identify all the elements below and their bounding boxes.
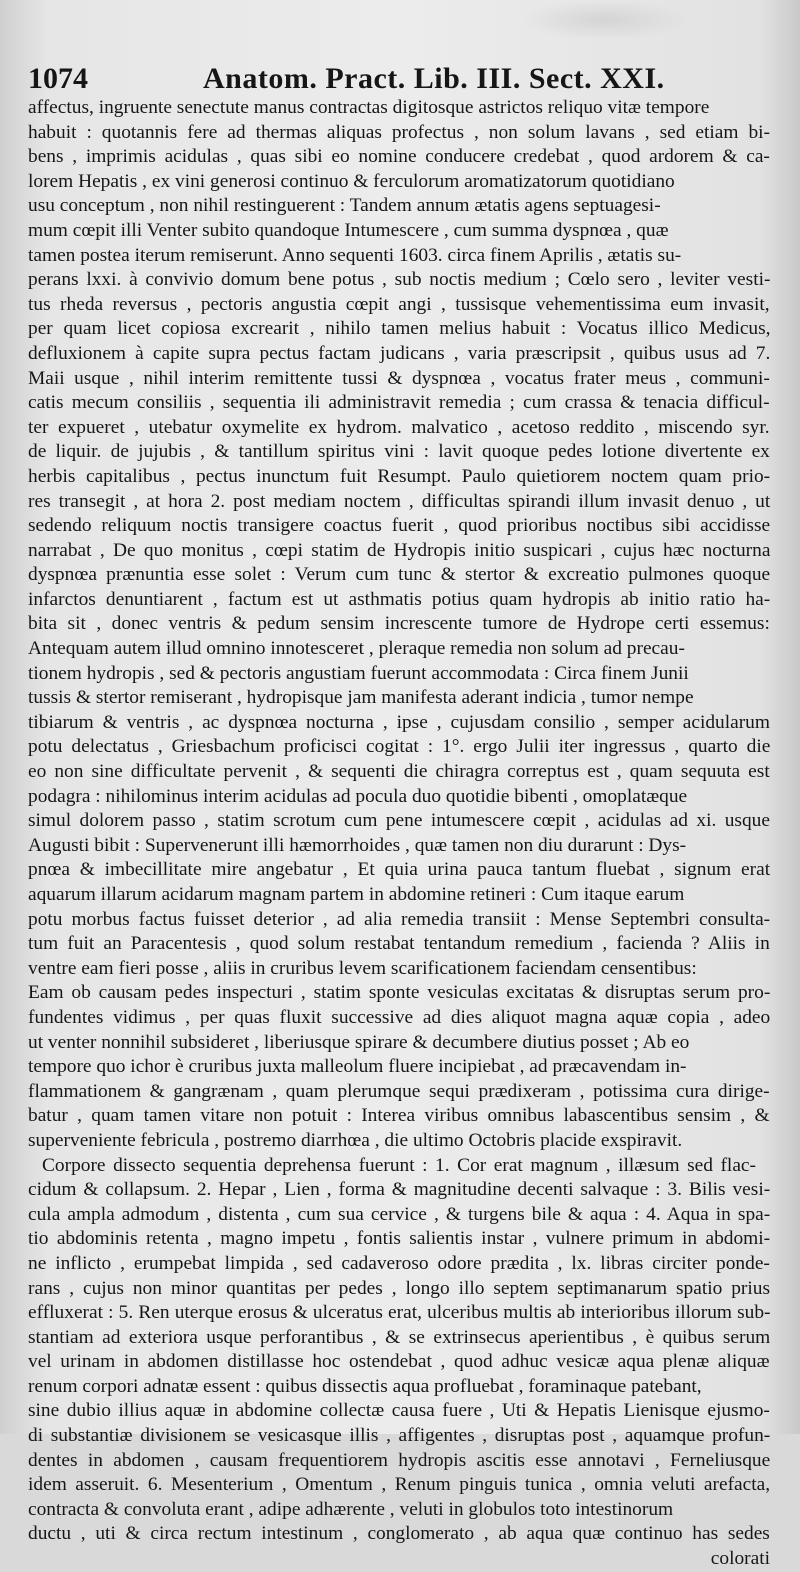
text-line: tio abdominis retenta , magno impetu , fontis salientis instar , vulnere primum in abdomi- <box>28 1228 771 1250</box>
text-line: Antequam autem illud omnino innotesceret , pleraque remedia non solum ad precau- <box>28 638 685 660</box>
text-line: tus rheda reversus , pectoris angustia cœpit angi , tussisque vehementissima eum invasit, <box>28 293 770 315</box>
text-line: Augusti bibit : Supervenerunt illi hæmorrhoides , quæ tamen non diu durarunt : Dys- <box>28 834 687 856</box>
text-line: superveniente febricula , postremo diarrhœa , die ultimo Octobris placide exspiravit. <box>28 1129 683 1151</box>
text-line: dyspnœa prænuntia esse solet : Verum cum tunc & stertor & excreatio pulmones quoque <box>28 564 771 586</box>
paper-stain <box>520 0 690 40</box>
text-line: tionem hydropis , sed & pectoris angustiam fuerunt accommodata : Circa finem Junii <box>28 662 689 684</box>
body-text <box>28 96 770 1572</box>
text-line: infarctos denuntiarent , factum est ut asthmatis potius quam hydropis ab initio ratio ha- <box>28 588 771 610</box>
text-line: tempore quo ichor è cruribus juxta malleolum fluere incipiebat , ad præcavendam in- <box>28 1056 687 1078</box>
text-line: stantiam ad exteriora usque perforantibus , & se extrinsecus aperientibus , è quibus serum <box>28 1326 771 1348</box>
text-line: tum fuit an Paracentesis , quod solum restabat tentandum remedium , facienda ? Aliis in <box>28 933 770 955</box>
text-line: di substantiæ divisionem se vesicasque illis , affigentes , disruptas post , aquamque profun- <box>28 1425 771 1447</box>
text-line: vel urinam in abdomen distillasse hoc ostendebat , quod adhuc vesicæ aqua plenæ aliquæ <box>28 1351 770 1373</box>
text-line: idem asseruit. 6. Mesenterium , Omentum , Renum pinguis tunica , omnia veluti arefacta, <box>28 1474 771 1496</box>
text-line: ventre eam fieri posse , aliis in cruribus levem scarificationem faciendam censentibus: <box>28 957 697 979</box>
text-line: fundentes vidimus , per quas fluxit successive ad dies aliquot magna aquæ copia , adeo <box>28 1006 771 1028</box>
text-line: flammationem & gangrænam , quam plerumque sequi prædixeram , potissima cura dirige- <box>28 1080 770 1102</box>
text-line: bens , imprimis acidulas , quas sibi eo nomine conducere credebat , quod ardorem & ca- <box>28 146 770 168</box>
text-line: cidum & collapsum. 2. Hepar , Lien , forma & magnitudine decenti salvaque : 3. Bilis vesi- <box>28 1179 771 1201</box>
text-line: eo non sine difficultate pervenit , & sequenti die chiragra correptus est , quam sequuta est <box>28 761 770 783</box>
text-line: affectus, ingruente senectute manus contractas digitosque astrictos reliquo vitæ tempore <box>28 97 710 118</box>
text-line: Eam ob causam pedes inspecturi , statim sponte vesiculas excitatas & disruptas serum pro- <box>28 982 771 1004</box>
text-line: podagra : nihilominus interim acidulas ad pocula duo quotidie bibenti , omoplatæque <box>28 785 688 807</box>
text-line: batur , quam tamen vitare non potuit : Interea viribus omnibus labascentibus sensim , & <box>28 1105 770 1127</box>
text-line: pnœa & imbecillitate mire angebatur , Et quia urina pauca tantum fluebat , signum erat <box>28 859 771 881</box>
text-line: ne inflicto , erumpebat limpida , sed cadaveroso odore prædita , lx. libras circiter ponde- <box>28 1252 770 1274</box>
text-line: potu delectatus , Griesbachum proficisci cogitat : 1°. ergo Julii iter ingressus , quarto die <box>28 736 771 758</box>
text-line: defluxionem à capite supra pectus factam judicans , varia præscripsit , quibus usus ad 7. <box>28 342 771 364</box>
running-title: Anatom. Pract. Lib. III. Sect. XXI. <box>203 62 665 95</box>
text-line: dentes in abdomen , causam frequentiorem hydropis ascitis esse annotavi , Ferneliusque <box>28 1449 771 1471</box>
text-line: cula ampla admodum , distenta , cum sua cervice , & turgens bile & aqua : 4. Aqua in spa- <box>28 1203 771 1225</box>
text-line: potu morbus factus fuisset deterior , ad alia remedia transiit : Mense Septembri consulta- <box>28 908 771 930</box>
page-number: 1074 <box>28 62 88 95</box>
text-line: usu conceptum , non nihil restinguerent : Tandem annum ætatis agens septuagesi- <box>28 195 661 217</box>
text-line: bita sit , donec ventris & pedum sensim increscente tumore de Hydrope certi essemus: <box>28 613 770 635</box>
text-line: catis mecum consiliis , sequentia ili administravit remedia ; cum crassa & tenacia difficul- <box>28 392 770 414</box>
text-line: de liquir. de jujubis , & tantillum spiritus vini : lavit quoque pedes lotione divertente ex <box>28 441 770 463</box>
text-line: rans , cujus non minor quantitas per pedes , longo illo septem septimanarum spatio prius <box>28 1277 770 1299</box>
text-line: aquarum illarum acidarum magnam partem in abdomine retineri : Cum itaque earum <box>28 884 685 905</box>
text-line: tussis & stertor remiserant , hydropisque jam manifesta aderant indicia , tumor nempe <box>28 687 694 709</box>
text-line: simul dolorem passo , statim scrotum cum pene intumescere cœpit , acidulas ad xi. usque <box>28 810 770 832</box>
text-line: effluxerat : 5. Ren uterque erosus & ulceratus erat, ulceribus multis ab interioribus illorum sub- <box>28 1302 771 1324</box>
text-line: tibiarum & ventris , ac dyspnœa nocturna , ipse , cujusdam consilio , semper acidularum <box>28 711 770 733</box>
text-line: tamen postea iterum remiserunt. Anno sequenti 1603. circa finem Aprilis , ætatis su- <box>28 244 682 266</box>
text-line: ductu , uti & circa rectum intestinum , conglomerato , ab aqua quæ continuo has sedes <box>28 1523 770 1545</box>
text-line: renum corpori adnatæ essent : quibus dissectis aqua profluebat , foraminaque patebant, <box>28 1375 702 1397</box>
text-line: narrabat , De quo monitus , cœpi statim de Hydropis initio suspicari , cujus hæc nocturna <box>28 539 771 561</box>
text-line: sedendo reliquum noctis transigere coactus fuerit , quod prioribus noctibus sibi accidisse <box>28 515 771 537</box>
text-line: per quam licet copiosa excrearit , nihilo tamen melius habuit : Vocatus illico Medicus, <box>28 318 771 340</box>
text-line: habuit : quotannis fere ad thermas aliquas profectus , non solum lavans , sed etiam bi- <box>28 121 770 143</box>
text-line: ut venter nonnihil subsideret , liberiusque spirare & decumbere diutius posset ; Ab eo <box>28 1031 690 1053</box>
text-line: lorem Hepatis , ex vini generosi continuo & ferculorum aromatizatorum quotidiano <box>28 170 675 192</box>
text-line: res transegit , at hora 2. post mediam noctem , difficultas spirandi illum invasit denuo , ut <box>28 490 771 512</box>
text-line: mum cœpit illi Venter subito quandoque Intumescere , cum summa dyspnœa , quæ <box>28 219 669 241</box>
page-header <box>28 60 774 98</box>
text-line: sine dubio illius aquæ in abdomine collectæ causa fuere , Uti & Hepatis Lienisque ejusmo- <box>28 1400 770 1422</box>
text-line: contracta & convoluta erant , adipe adhærente , veluti in globulos toto intestinorum <box>28 1498 674 1520</box>
text-line: perans lxxi. à convivio domum bene potus , sub noctis medium ; Cœlo sero , leviter vesti- <box>28 269 771 291</box>
text-line: Maii usque , nihil interim remittente tussi & dyspnœa , vocatus frater meus , communi- <box>28 367 770 389</box>
text-line: herbis capitalibus , pectus inunctum fuit Resumpt. Paulo quietiorem noctem quam prio- <box>28 465 771 487</box>
catchword: colorati <box>710 1548 770 1570</box>
text-line: Corpore dissecto sequentia deprehensa fuerunt : 1. Cor erat magnum , illæsum sed flac- <box>42 1154 756 1176</box>
text-line: ter expueret , utebatur oxymelite ex hydrom. malvatico , acetoso reddito , miscendo syr. <box>28 416 770 438</box>
